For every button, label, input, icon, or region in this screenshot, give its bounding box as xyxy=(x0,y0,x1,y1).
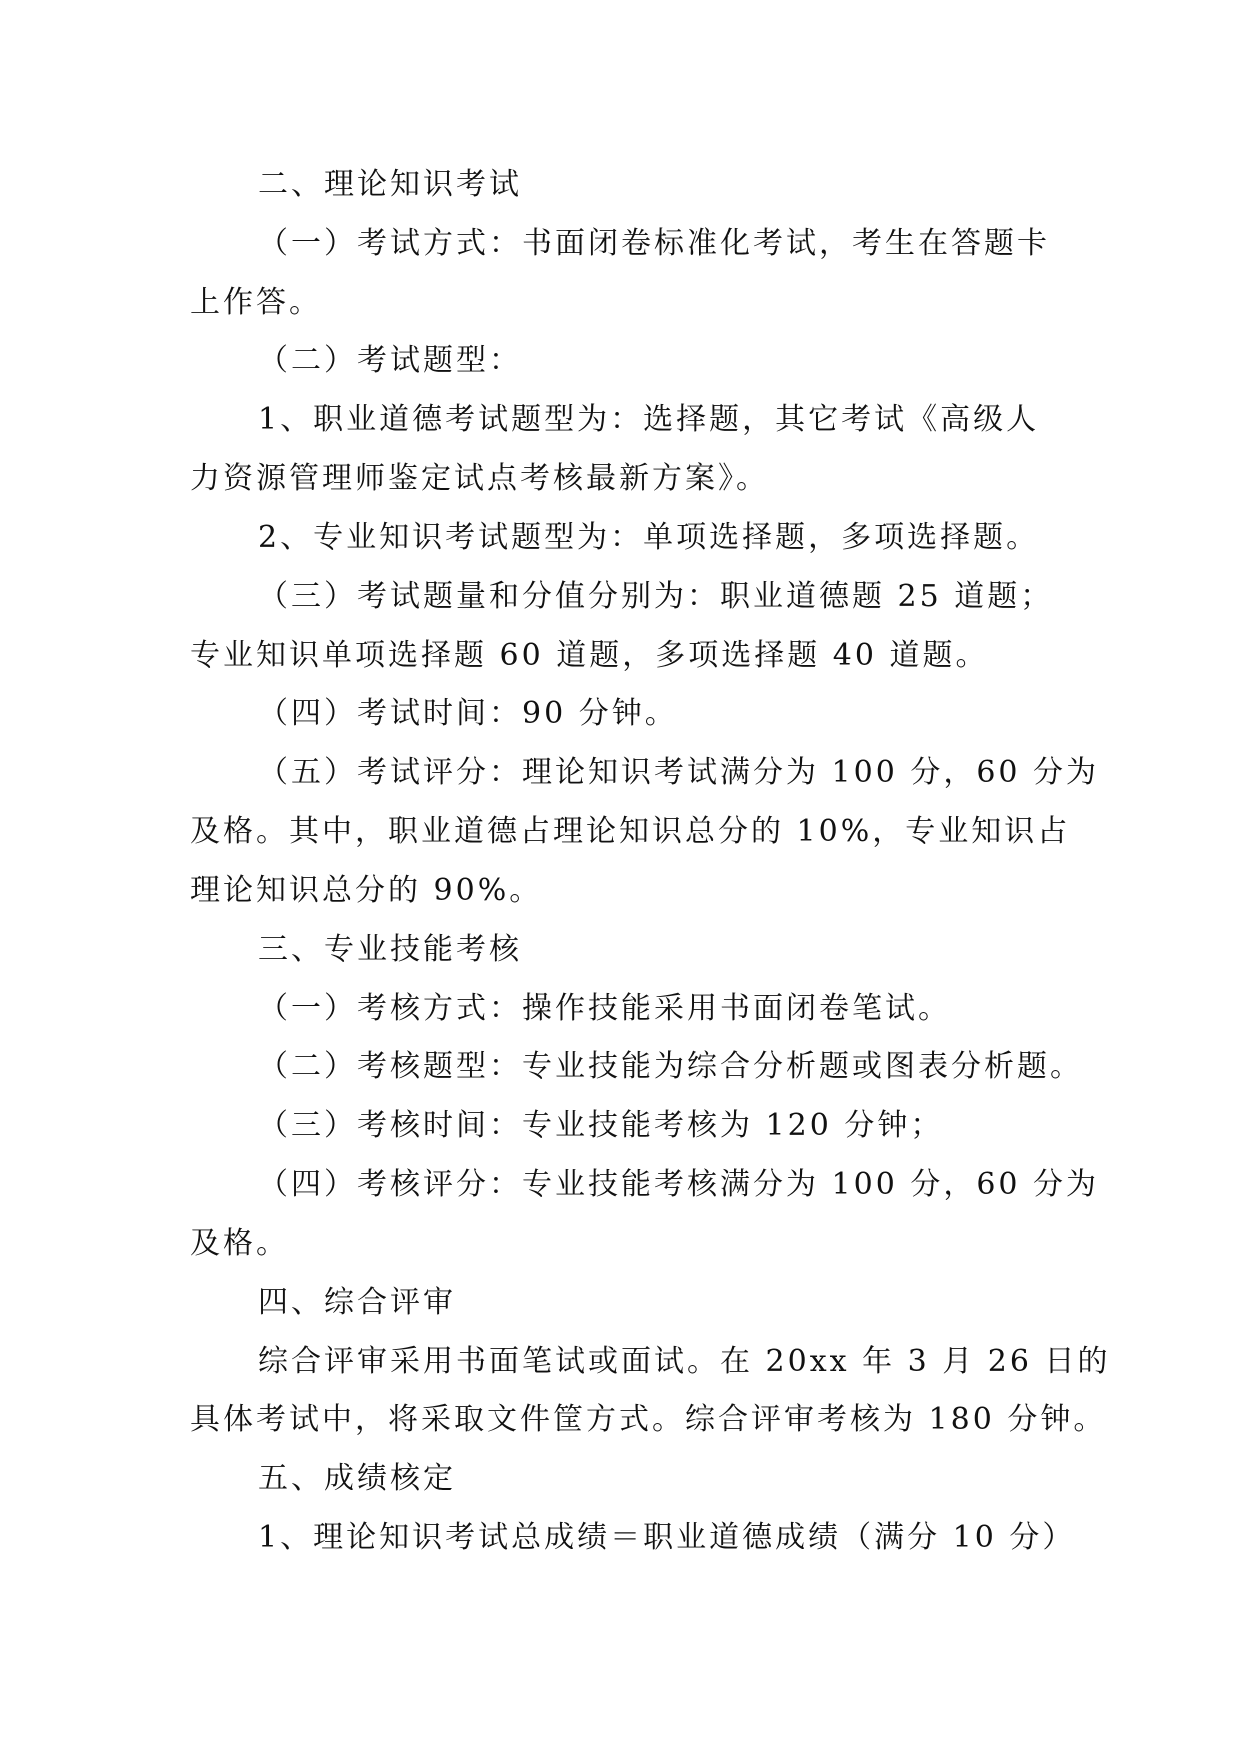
paragraph-exam-scoring-cont-1: 及格。其中，职业道德占理论知识总分的 10%，专业知识占 xyxy=(190,814,1071,849)
section-heading-skills-assessment: 三、专业技能考核 xyxy=(258,932,522,967)
paragraph-assessment-method: （一）考核方式：操作技能采用书面闭卷笔试。 xyxy=(258,991,951,1026)
paragraph-question-count-and-scores: （三）考试题量和分值分别为：职业道德题 25 道题； xyxy=(258,579,1054,614)
paragraph-comprehensive-review: 综合评审采用书面笔试或面试。在 20xx 年 3 月 26 日的 xyxy=(258,1344,1111,1379)
paragraph-exam-time: （四）考试时间：90 分钟。 xyxy=(258,696,678,731)
paragraph-exam-method: （一）考试方式：书面闭卷标准化考试，考生在答题卡 xyxy=(258,226,1050,261)
section-heading-comprehensive-review: 四、综合评审 xyxy=(258,1285,456,1320)
paragraph-assessment-question-types: （二）考核题型：专业技能为综合分析题或图表分析题。 xyxy=(258,1049,1083,1084)
paragraph-comprehensive-review-cont: 具体考试中，将采取文件筐方式。综合评审考核为 180 分钟。 xyxy=(190,1402,1107,1437)
paragraph-ethics-question-types-cont: 力资源管理师鉴定试点考核最新方案》。 xyxy=(190,461,769,496)
paragraph-assessment-scoring-cont: 及格。 xyxy=(190,1226,289,1261)
section-heading-score-determination: 五、成绩核定 xyxy=(258,1461,456,1496)
paragraph-assessment-scoring: （四）考核评分：专业技能考核满分为 100 分，60 分为 xyxy=(258,1167,1100,1202)
paragraph-exam-method-cont: 上作答。 xyxy=(190,285,322,320)
paragraph-professional-question-types: 2、专业知识考试题型为：单项选择题，多项选择题。 xyxy=(258,520,1040,555)
paragraph-ethics-question-types: 1、职业道德考试题型为：选择题，其它考试《高级人 xyxy=(258,402,1040,437)
section-heading-theory-exam: 二、理论知识考试 xyxy=(258,167,522,202)
paragraph-exam-scoring-cont-2: 理论知识总分的 90%。 xyxy=(190,873,543,908)
paragraph-assessment-time: （三）考核时间：专业技能考核为 120 分钟； xyxy=(258,1108,944,1143)
paragraph-exam-scoring: （五）考试评分：理论知识考试满分为 100 分，60 分为 xyxy=(258,755,1100,790)
paragraph-question-count-and-scores-cont: 专业知识单项选择题 60 道题，多项选择题 40 道题。 xyxy=(190,638,989,673)
subheading-exam-question-types: （二）考试题型： xyxy=(258,343,522,378)
paragraph-theory-total-score: 1、理论知识考试总成绩＝职业道德成绩（满分 10 分） xyxy=(258,1520,1076,1555)
